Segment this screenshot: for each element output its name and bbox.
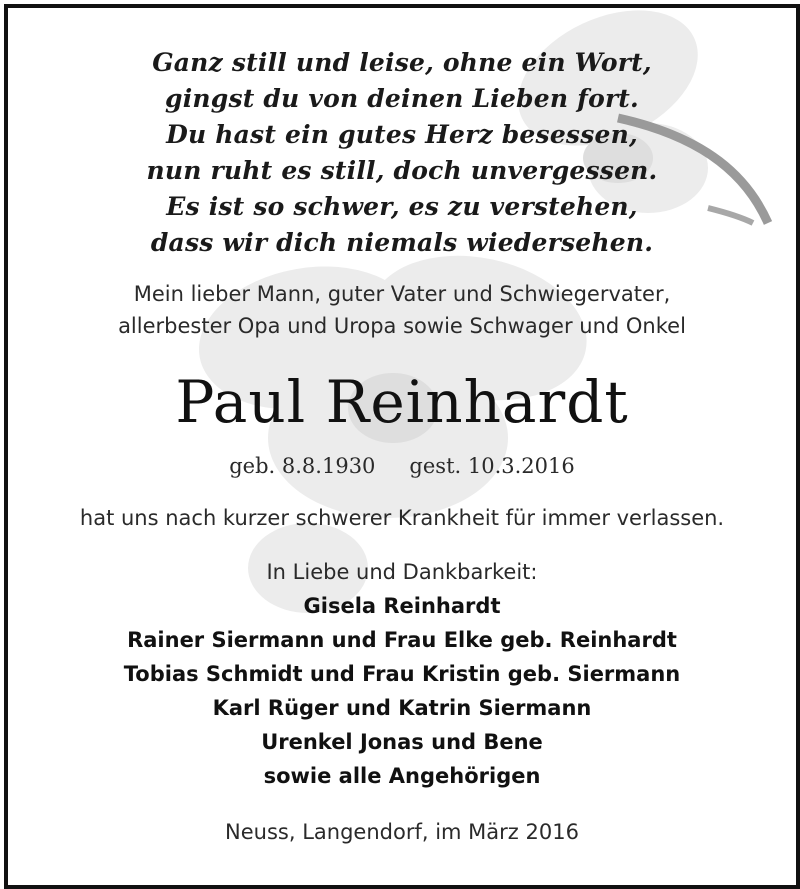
place-and-date: Neuss, Langendorf, im März 2016 <box>225 820 579 844</box>
intro-line-2: allerbester Opa und Uropa sowie Schwager und Onkel <box>118 314 686 338</box>
life-dates <box>8 454 796 478</box>
birth-date: geb. 8.8.1930 <box>229 454 376 478</box>
mourner-line: Tobias Schmidt und Frau Kristin geb. Siermann <box>123 662 681 686</box>
poem-line-1: Ganz still und leise, ohne ein Wort, <box>152 48 652 77</box>
death-date: gest. 10.3.2016 <box>409 454 575 478</box>
thanks-heading: In Liebe und Dankbarkeit: <box>266 560 538 584</box>
poem-line-3: Du hast ein gutes Herz besessen, <box>166 120 638 149</box>
poem-line-6: dass wir dich niemals wiedersehen. <box>150 228 654 257</box>
intro-line-1: Mein lieber Mann, guter Vater und Schwiegervater, <box>133 282 671 306</box>
mourner-line: Karl Rüger und Katrin Siermann <box>212 696 592 720</box>
poem-line-5: Es ist so schwer, es zu verstehen, <box>166 192 638 221</box>
mourner-line: Rainer Siermann und Frau Elke geb. Reinhardt <box>127 628 677 652</box>
obituary-notice <box>4 4 800 889</box>
poem-line-2: gingst du von deinen Lieben fort. <box>165 84 639 113</box>
deceased-name: Paul Reinhardt <box>175 368 629 436</box>
announcement-text: hat uns nach kurzer schwerer Krankheit für immer verlassen. <box>79 506 725 530</box>
mourner-line: Urenkel Jonas und Bene <box>261 730 543 754</box>
poem-line-4: nun ruht es still, doch unvergessen. <box>146 156 658 185</box>
mourner-line: sowie alle Angehörigen <box>263 764 541 788</box>
mourner-line: Gisela Reinhardt <box>303 594 501 618</box>
